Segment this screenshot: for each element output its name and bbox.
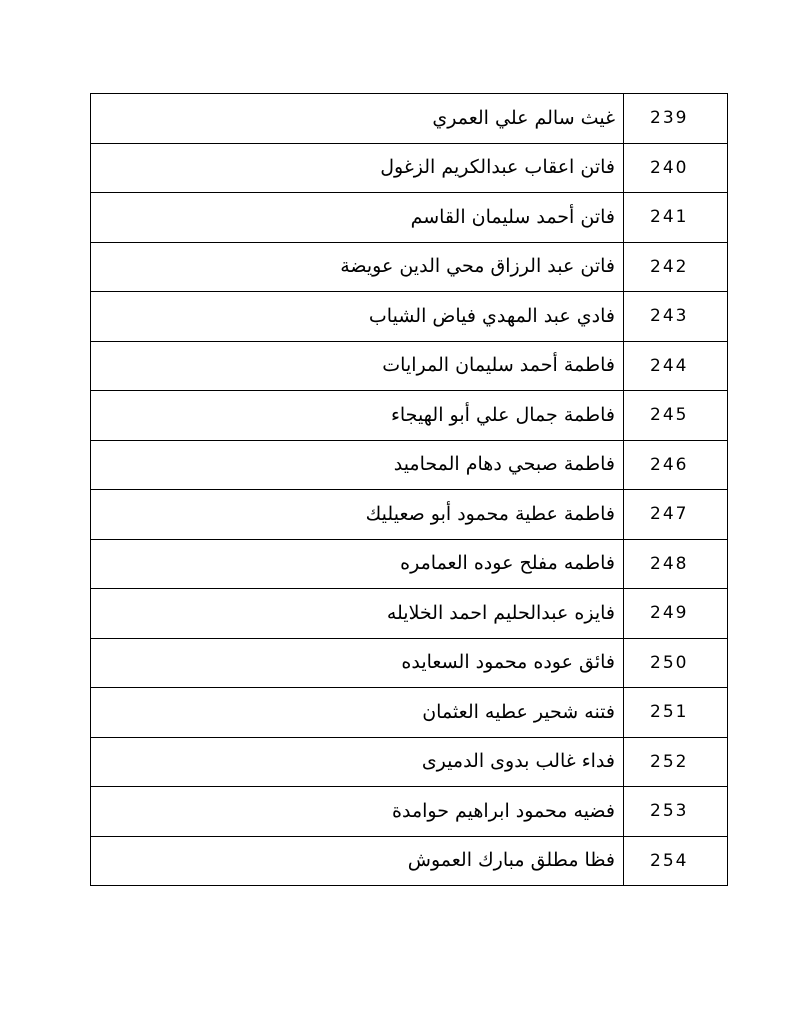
table-row [91, 292, 728, 342]
number-cell: 249 [624, 589, 728, 639]
table-row [91, 688, 728, 738]
name-cell: فتنه شحير عطيه العثمان [91, 688, 624, 738]
table-row [91, 440, 728, 490]
name-cell: فاطمه مفلح عوده العمامره [91, 539, 624, 589]
number-cell: 253 [624, 787, 728, 837]
table-body [91, 94, 728, 886]
number-cell: 243 [624, 292, 728, 342]
number-cell: 254 [624, 836, 728, 886]
name-cell: فظا مطلق مبارك العموش [91, 836, 624, 886]
name-cell: فاطمة جمال علي أبو الهيجاء [91, 391, 624, 441]
table-row [91, 539, 728, 589]
table-row [91, 341, 728, 391]
name-cell: فاتن عبد الرزاق محي الدين عويضة [91, 242, 624, 292]
table-row [91, 391, 728, 441]
number-cell: 246 [624, 440, 728, 490]
name-cell: فايزه عبدالحليم احمد الخلايله [91, 589, 624, 639]
name-cell: فاتن أحمد سليمان القاسم [91, 193, 624, 243]
name-cell: فاتن اعقاب عبدالكريم الزغول [91, 143, 624, 193]
names-table [90, 93, 728, 886]
table-row [91, 242, 728, 292]
name-cell: فداء غالب بدوى الدميرى [91, 737, 624, 787]
number-cell: 241 [624, 193, 728, 243]
number-cell: 247 [624, 490, 728, 540]
number-cell: 252 [624, 737, 728, 787]
name-cell: فائق عوده محمود السعايده [91, 638, 624, 688]
number-cell: 242 [624, 242, 728, 292]
name-cell: غيث سالم علي العمري [91, 94, 624, 144]
number-cell: 248 [624, 539, 728, 589]
name-cell: فاطمة أحمد سليمان المرايات [91, 341, 624, 391]
table-row [91, 787, 728, 837]
number-cell: 245 [624, 391, 728, 441]
table-row [91, 737, 728, 787]
table-row [91, 193, 728, 243]
number-cell: 244 [624, 341, 728, 391]
name-cell: فضيه محمود ابراهيم حوامدة [91, 787, 624, 837]
number-cell: 240 [624, 143, 728, 193]
name-cell: فاطمة صبحي دهام المحاميد [91, 440, 624, 490]
number-cell: 239 [624, 94, 728, 144]
number-cell: 251 [624, 688, 728, 738]
table-row [91, 836, 728, 886]
table-row [91, 490, 728, 540]
table-row [91, 143, 728, 193]
table-row [91, 94, 728, 144]
table-row [91, 638, 728, 688]
table-row [91, 589, 728, 639]
name-cell: فادي عبد المهدي فياض الشياب [91, 292, 624, 342]
name-cell: فاطمة عطية محمود أبو صعيليك [91, 490, 624, 540]
number-cell: 250 [624, 638, 728, 688]
